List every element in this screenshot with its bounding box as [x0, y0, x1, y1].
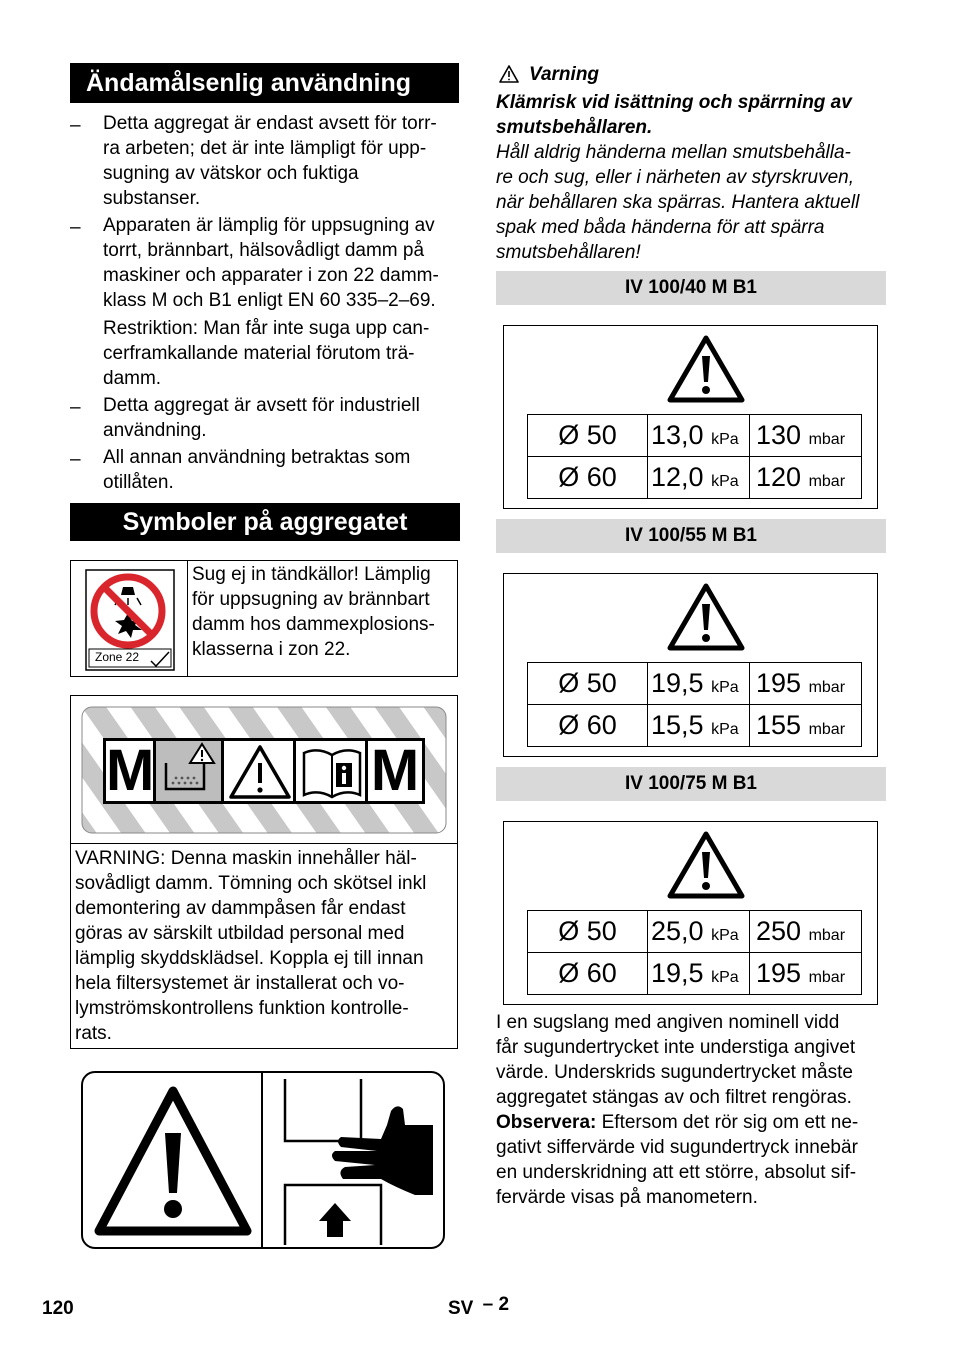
symbol-description [192, 562, 457, 662]
dust-container-icon [156, 741, 224, 801]
list-dash: – [70, 397, 81, 418]
text-line: värde. Underskrids sugundertrycket måste [496, 1062, 853, 1083]
warning-block [496, 62, 888, 265]
model-heading: IV 100/40 M B1 [496, 271, 886, 305]
table-row [528, 415, 862, 457]
text-line: en underskridning att ett större, absolut sif- [496, 1162, 857, 1183]
warning-italic-text [496, 140, 888, 265]
text-line: All annan användning betraktas som [103, 447, 411, 468]
text-line: användning. [103, 420, 207, 441]
text-line: ra arbeten; det är inte lämpligt för upp- [103, 138, 427, 159]
text-line: när behållaren ska spärras. Hantera aktuell [496, 192, 860, 213]
diameter-cell: Ø 60 [528, 457, 648, 499]
model-label-box [503, 573, 878, 757]
text-line: Klämrisk vid isättning och spärrning av [496, 92, 852, 113]
kpa-cell: 19,5 kPa [648, 663, 750, 705]
label-icon-strip [103, 738, 425, 804]
list-item [103, 445, 463, 495]
list-item [103, 393, 463, 443]
mbar-cell: 155 mbar [750, 705, 862, 747]
zone-label: Zone 22 [95, 650, 140, 664]
text-line: spak med båda händerna för att spärra [496, 217, 825, 238]
section-number: 2 [498, 1294, 510, 1315]
text-line: Håll aldrig händerna mellan smutsbehålla- [496, 142, 851, 163]
text-line: torrt, brännbart, hälsovådligt damm på [103, 240, 425, 261]
manual-info-icon [296, 741, 368, 801]
text-line: maskiner och apparater i zon 22 damm- [103, 265, 439, 286]
label-graphic-area [71, 696, 457, 844]
kpa-cell: 12,0 kPa [648, 457, 750, 499]
text-line: re och sug, eller i närheten av styrskruven, [496, 167, 855, 188]
list-dash: – [70, 217, 81, 238]
closing-paragraph [496, 1010, 888, 1210]
text-line: Sug ej in tändkällor! Lämplig [192, 564, 431, 585]
warning-title-row [496, 62, 888, 87]
list-item [103, 213, 463, 313]
vacuum-table [527, 662, 862, 747]
mbar-cell: 250 mbar [750, 911, 862, 953]
text-line: smutsbehållaren! [496, 242, 641, 263]
text-line: otillåten. [103, 472, 174, 493]
kpa-cell: 15,5 kPa [648, 705, 750, 747]
table-row [528, 457, 862, 499]
text-line: Apparaten är lämplig för uppsugning av [103, 215, 435, 236]
text-line: Restriktion: Man får inte suga upp can- [103, 318, 430, 339]
mbar-cell: 195 mbar [750, 663, 862, 705]
text-line: klass M och B1 enligt EN 60 335–2–69. [103, 290, 436, 311]
text-line: hela filtersystemet är installerat och vo- [75, 973, 405, 994]
symbol-box-ignition [70, 560, 458, 677]
mbar-cell: 195 mbar [750, 953, 862, 995]
page-number: 120 [42, 1298, 74, 1319]
table-row [528, 911, 862, 953]
note-label: Observera: [496, 1112, 597, 1133]
vacuum-table [527, 910, 862, 995]
list-dash: – [70, 449, 81, 470]
dust-class-m-label [70, 695, 458, 1049]
diameter-cell: Ø 50 [528, 911, 648, 953]
text-line: fervärde visas på manometern. [496, 1187, 758, 1208]
diameter-cell: Ø 50 [528, 663, 648, 705]
pinch-hazard-label [81, 1071, 445, 1249]
text-line: Detta aggregat är endast avsett för torr- [103, 113, 437, 134]
mbar-cell: 120 mbar [750, 457, 862, 499]
mbar-cell: 130 mbar [750, 415, 862, 457]
text-line: damm hos dammexplosions- [192, 614, 435, 635]
text-line: substanser. [103, 188, 201, 209]
table-row [528, 663, 862, 705]
text-line: VARNING: Denna maskin innehåller häl- [75, 848, 417, 869]
heading-intended-use: Ändamålsenlig användning [70, 63, 459, 103]
symbol-cell [71, 561, 188, 676]
table-row [528, 705, 862, 747]
footer-dash: – [482, 1294, 494, 1315]
m-label-warning-text [75, 846, 459, 1046]
text-line: aggregatet stängas av och filtret rengöras. [496, 1087, 852, 1108]
text-line: för uppsugning av brännbart [192, 589, 430, 610]
list-item [103, 111, 463, 211]
text-line: gativt siffervärde vid sugundertryck innebär [496, 1137, 858, 1158]
label-divider [261, 1073, 263, 1247]
text-line: I en sugslang med angiven nominell vidd [496, 1012, 840, 1033]
model-label-box [503, 821, 878, 1005]
text-line: damm. [103, 368, 162, 389]
warning-triangle-icon [666, 334, 746, 406]
footer-language [448, 1294, 510, 1320]
text-line: Detta aggregat är avsett för industriell [103, 395, 420, 416]
text-line: göras av särskilt utbildad personal med [75, 923, 405, 944]
kpa-cell: 25,0 kPa [648, 911, 750, 953]
text-line: demontering av dammpåsen får endast [75, 898, 406, 919]
heading-symbols: Symboler på aggregatet [70, 503, 460, 541]
model-heading: IV 100/75 M B1 [496, 767, 886, 801]
text-line: sugning av vätskor och fuktiga [103, 163, 359, 184]
vacuum-table [527, 414, 862, 499]
diameter-cell: Ø 60 [528, 705, 648, 747]
text-line: lämplig skyddsklädsel. Koppla ej till innan [75, 948, 424, 969]
kpa-cell: 19,5 kPa [648, 953, 750, 995]
text-line: lymströmskontrollens funktion kontrolle- [75, 998, 409, 1019]
warning-triangle-icon [89, 1083, 259, 1243]
warning-triangle-icon [224, 741, 296, 801]
text-line: klasserna i zon 22. [192, 639, 351, 660]
list-dash: – [70, 115, 81, 136]
warning-triangle-icon [666, 582, 746, 654]
table-row [528, 953, 862, 995]
m-letter-right: M [370, 738, 420, 803]
text-line: cerframkallande material förutom trä- [103, 343, 415, 364]
text-line: rats. [75, 1023, 112, 1044]
kpa-cell: 13,0 kPa [648, 415, 750, 457]
text-line: sovådligt damm. Tömning och skötsel inkl [75, 873, 427, 894]
model-label-box [503, 325, 878, 509]
list-item-restriction [103, 316, 463, 391]
diameter-cell: Ø 50 [528, 415, 648, 457]
m-letter-left: M [106, 738, 155, 803]
note-line [496, 1110, 888, 1135]
warning-bold-text [496, 90, 888, 140]
model-heading: IV 100/55 M B1 [496, 519, 886, 553]
diameter-cell: Ø 60 [528, 953, 648, 995]
warning-title: Varning [529, 64, 600, 85]
language-code: SV [448, 1298, 474, 1319]
text-line: Eftersom det rör sig om ett ne- [596, 1112, 859, 1133]
warning-triangle-icon [666, 830, 746, 902]
hand-pinch-icon [265, 1075, 441, 1245]
text-line: smutsbehållaren. [496, 117, 653, 138]
warning-triangle-icon [498, 64, 520, 84]
text-line: får sugundertrycket inte understiga angivet [496, 1037, 856, 1058]
